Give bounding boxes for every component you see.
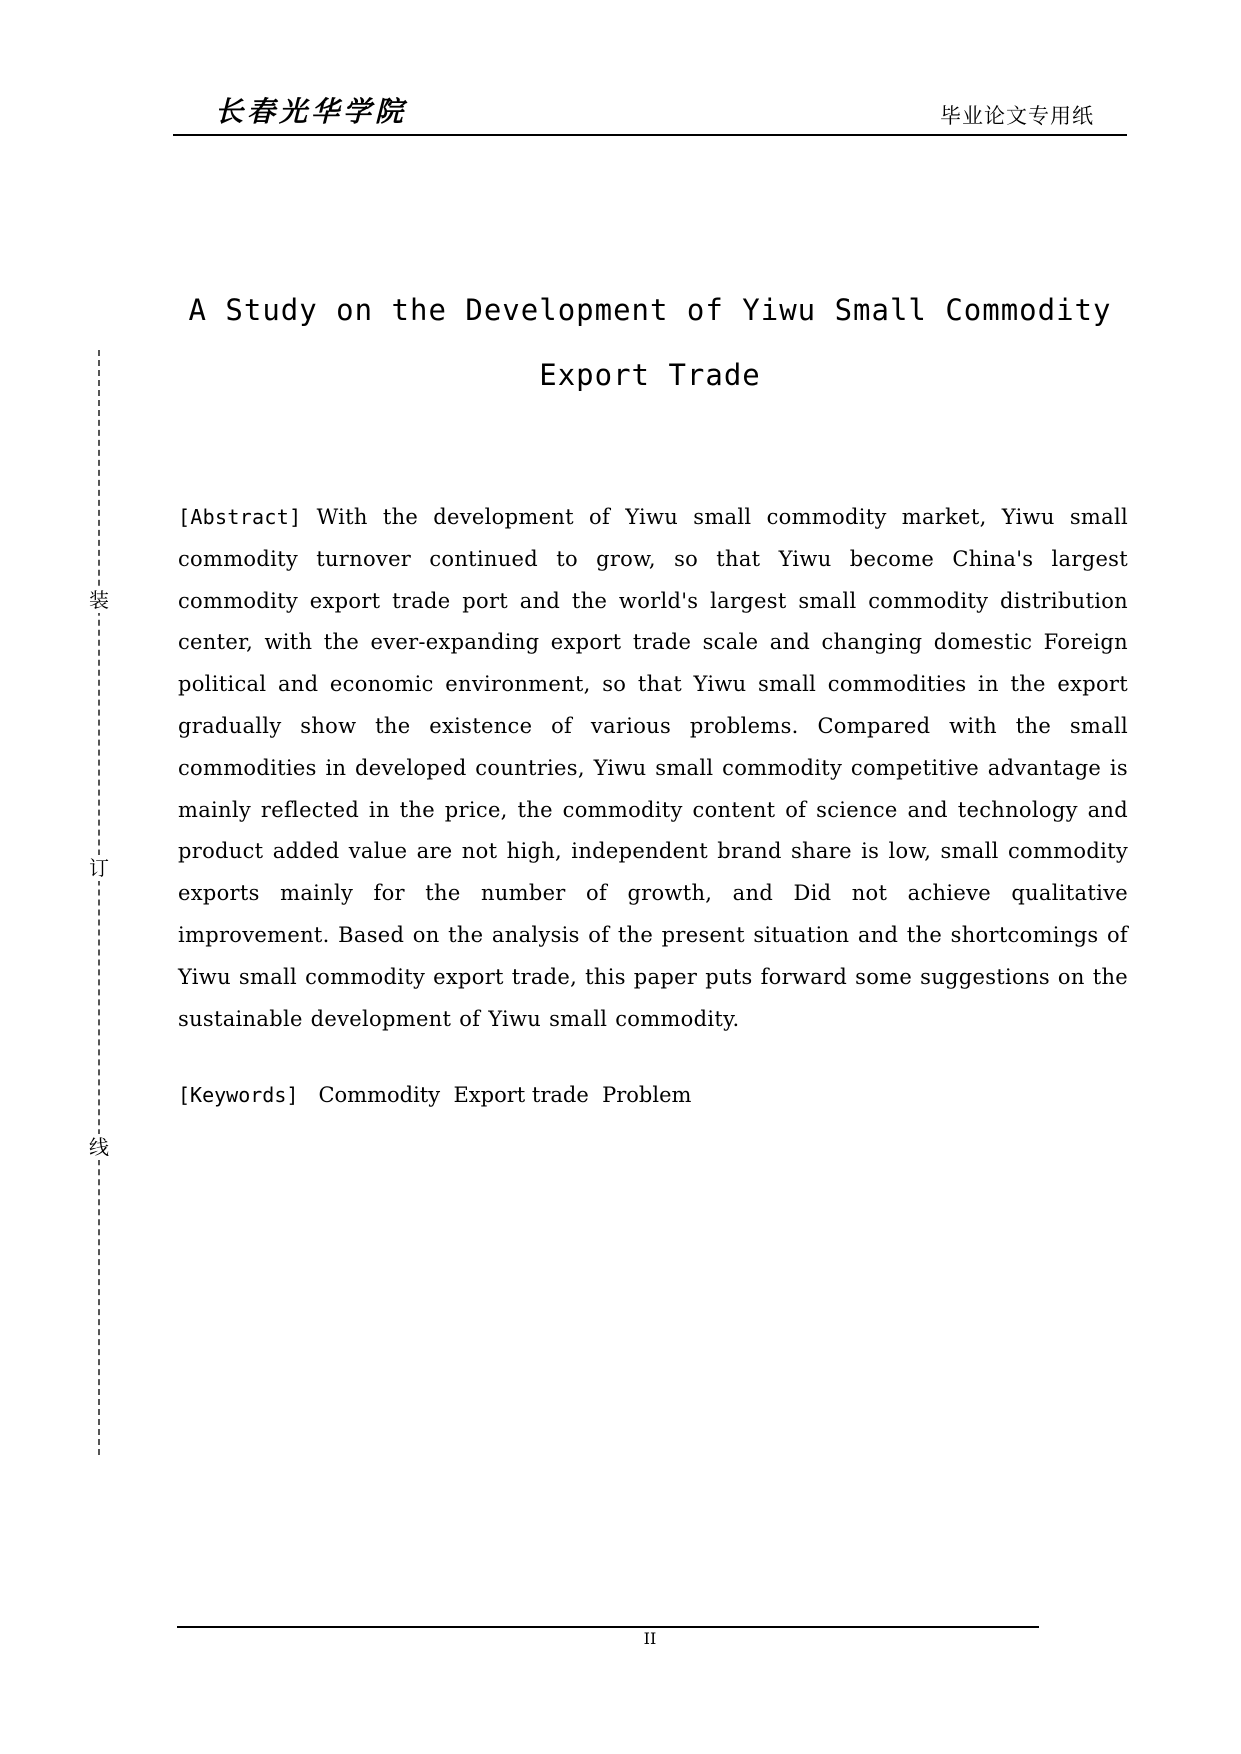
paper-title-line-2: Export Trade — [539, 358, 761, 392]
abstract-text: With the development of Yiwu small commodity market, Yiwu small commodity turnover continued to grow, so that Yiwu become China's largest commodity export trade port and the world's largest small commodity distribution center, with the ever-expanding export trade scale and changing domestic Foreign political and economic environment, so that Yiwu small commodities in the export gradually show the existence of various problems. Compared with the small commodities in developed countries, Yiwu small commodity competitive advantage is mainly reflected in the price, the commodity content of science and technology and product added value are not high, independent brand share is low, small commodity exports mainly for the number of growth, and Did not achieve qualitative improvement. Based on the analysis of the present situation and the shortcomings of Yiwu small commodity export trade, this paper puts forward some suggestions on the sustainable development of Yiwu small commodity. — [178, 505, 1128, 1031]
institution-logo-text: 长春光华学院 — [215, 95, 408, 128]
keyword-item: Problem — [602, 1083, 692, 1107]
binding-dashed-line — [98, 350, 100, 1455]
keywords-line — [178, 1075, 1128, 1115]
header-rule — [173, 134, 1127, 136]
footer-rule — [177, 1626, 1039, 1628]
abstract-label: [Abstract] — [178, 505, 302, 529]
abstract-paragraph — [178, 497, 1128, 1040]
keyword-item: Commodity — [318, 1083, 441, 1107]
paper-type-label: 毕业论文专用纸 — [940, 104, 1094, 128]
binding-char-zhuang: 装 — [89, 588, 109, 612]
keyword-item: Export trade — [453, 1083, 589, 1107]
paper-title-line-1: A Study on the Development of Yiwu Small Commodity — [188, 293, 1112, 327]
paper-title — [180, 278, 1120, 408]
binding-char-ding: 订 — [89, 856, 109, 880]
keywords-label: [Keywords] — [178, 1083, 299, 1107]
page-number: II — [643, 1629, 657, 1648]
binding-char-xian: 线 — [89, 1135, 109, 1159]
binding-margin — [89, 350, 109, 1455]
